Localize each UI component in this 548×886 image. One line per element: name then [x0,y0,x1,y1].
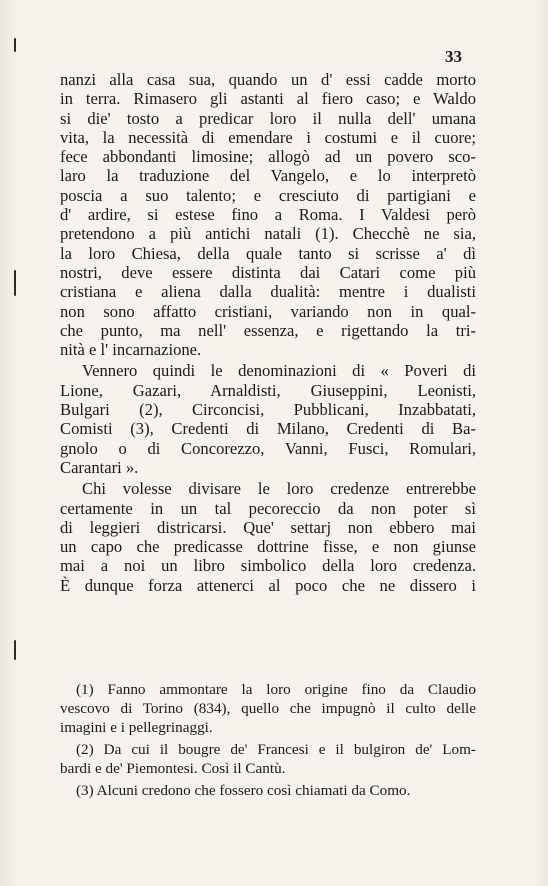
text-line: Comisti (3), Credenti di Milano, Credenti di Ba- [60,419,476,439]
text-line: Chi volesse divisare le loro credenze entrerebbe [82,479,476,499]
text-line: non sono affatto cristiani, variando non in qual- [60,301,476,321]
paragraph [60,361,476,477]
text-line: nanzi alla casa sua, quando un d' essi cadde morto [60,70,476,89]
text-line: vita, la necessità di emendare i costumi e il cuore; [60,127,476,147]
page-number: 33 [445,47,462,66]
text-line: nostri, deve essere distinta dai Catari come più [60,262,476,282]
text-line: di leggieri districarsi. Que' settarj non ebbero mai [60,517,476,537]
footnote-line: bardi e de' Piemontesi. Così il Cantù. [60,760,286,777]
text-line: che punto, ma nell' essenza, e rigettando la tri- [60,320,476,340]
footnote-line: (1) Fanno ammontare la loro origine fino da Claudio [76,681,476,698]
footnote-line: (2) Da cui il bougre de' Francesi e il bulgiron de' Lom- [76,741,476,758]
paragraph [60,70,476,359]
text-line: nità e l' incarnazione. [60,340,202,360]
paragraph [60,479,476,595]
footnote-2 [60,740,476,778]
text-line: mai a noi un libro simbolico della loro credenza. [60,556,476,576]
footnote-line: (3) Alcuni credono che fossero così chiamati da Como. [76,782,411,799]
text-line: Carantari ». [60,457,139,477]
footnote-line: vescovo di Torino (834), quello che impugnò il culto delle [60,700,476,717]
binding-mark-top [14,38,16,52]
text-line: laro la traduzione del Vangelo, e lo interpretò [60,166,476,186]
text-line: un capo che predicasse dottrine fisse, e non giunse [60,537,476,557]
text-line: cristiana e aliena dalla dualità: mentre i dualisti [60,282,476,302]
text-line: poscia a suo talento; e cresciuto di partigiani e [60,185,476,205]
text-line: Vennero quindi le denominazioni di « Poveri di [82,361,476,381]
text-line: d' ardire, si estese fino a Roma. I Valdesi però [60,205,476,225]
body-text [60,70,476,595]
text-line: in terra. Rimasero gli astanti al fiero caso; e Waldo [60,89,476,109]
text-line: si die' tosto a predicar loro il nulla dell' umana [60,108,476,128]
footnote-1 [60,680,476,737]
text-line: Bulgari (2), Circoncisi, Pubblicani, Inzabbatati, [60,400,476,420]
footnotes [60,680,476,800]
text-line: certamente in un tal pecoreccio da non poter sì [60,498,476,518]
footnote-3 [60,781,476,800]
text-line: pretendono a più antichi natali (1). Checchè ne sia, [60,224,476,244]
footnote-line: imagini e i pellegrinaggi. [60,719,213,736]
binding-mark-middle [14,270,16,296]
text-line: gnolo o di Concorezzo, Vanni, Fusci, Romulari, [60,438,476,458]
text-line: fece abbondanti limosine; allogò ad un povero sco- [60,147,476,167]
text-line: È dunque forza attenerci al poco che ne dissero i [60,575,476,595]
text-line: Lione, Gazari, Arnaldisti, Giuseppini, Leonisti, [60,380,476,400]
binding-mark-lower [14,640,16,660]
text-line: la loro Chiesa, della quale tanto si scrisse a' dì [60,243,476,263]
